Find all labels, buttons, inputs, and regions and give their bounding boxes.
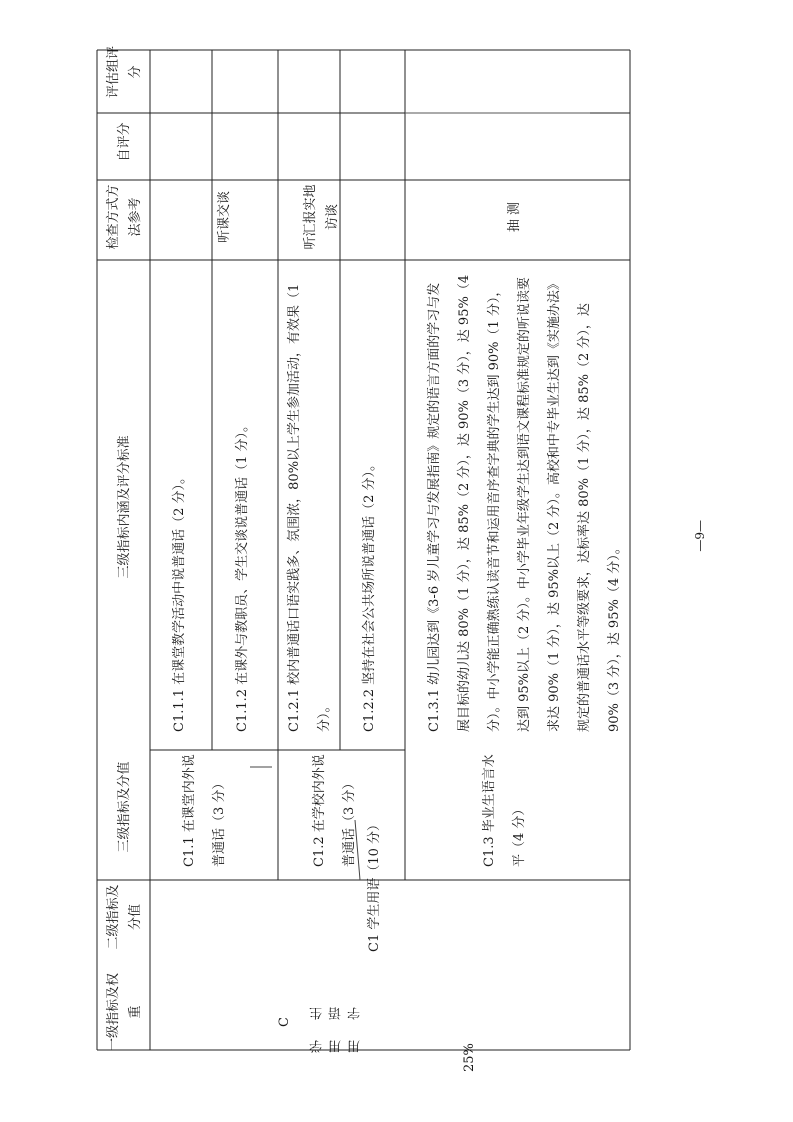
level1-code: C bbox=[277, 1017, 292, 1027]
header-standard: 三级指标内涵及评分标准 bbox=[117, 435, 132, 579]
header-eval: 评估组评分 bbox=[106, 46, 143, 99]
standard-1-1-1: C1.1.1 在课堂教学活动中说普通话（2 分）。 bbox=[172, 470, 187, 732]
method-2: 听汇报实地访谈 bbox=[303, 184, 340, 250]
method-1: 听课交谈 bbox=[217, 191, 232, 244]
header-level1: 一级指标及权重 bbox=[106, 973, 143, 1052]
header-method: 检查方式方法参考 bbox=[106, 184, 143, 250]
level2-label: C1 学生用语（10 分） bbox=[367, 817, 382, 952]
level1-name: 学生用语用字 bbox=[310, 987, 363, 1053]
standard-1-2-1: C1.2.1 校内普通话口语实践多、氛围浓，80%以上学生参加活动，有效果（1 分）。 bbox=[287, 283, 332, 732]
level1-weight: 25% bbox=[462, 1043, 477, 1072]
level3-item-2: C1.2 在学校内外说普通话（3 分） bbox=[312, 754, 357, 867]
header-level3: 三级指标及分值 bbox=[117, 761, 132, 853]
level3-item-1: C1.1 在课堂内外说普通话（3 分） bbox=[182, 754, 227, 867]
page-number: —9— bbox=[693, 520, 707, 552]
level3-item-3: C1.3 毕业生语言水平（4 分） bbox=[482, 754, 527, 867]
standard-1-2-2: C1.2.2 坚持在社会公共场所说普通话（2 分）。 bbox=[362, 457, 377, 732]
header-self: 自评分 bbox=[117, 122, 132, 162]
standard-1-1-2: C1.1.2 在课外与教职员、学生交谈说普通话（1 分）。 bbox=[235, 418, 250, 732]
method-3: 抽 测 bbox=[507, 201, 522, 233]
header-level2: 二级指标及分值 bbox=[106, 884, 143, 950]
standard-1-3-1: C1.3.1 幼儿园达到《3-6 岁儿童学习与发展指南》规定的语言方面的学习与发展目标的幼儿达 80%（1 分），达 85%（2 分），达 90%（3 分），达 95%（4 分）。中小学能正确熟练认读音节和运用音序查字典的学生达到 90%（1 分），达到 95%以上（2 分）。中小学毕业年级学生达到语文课程标准规定的听说读要求达 90%（1 分），达 95%以上（2 分）。高校和中专毕业生达到《实施办法》规定的普通话水平等级要求，达标率达 80%（1 分），达 85%（2 分），达 90%（3 分），达 95%（4 分）。 bbox=[427, 274, 622, 732]
